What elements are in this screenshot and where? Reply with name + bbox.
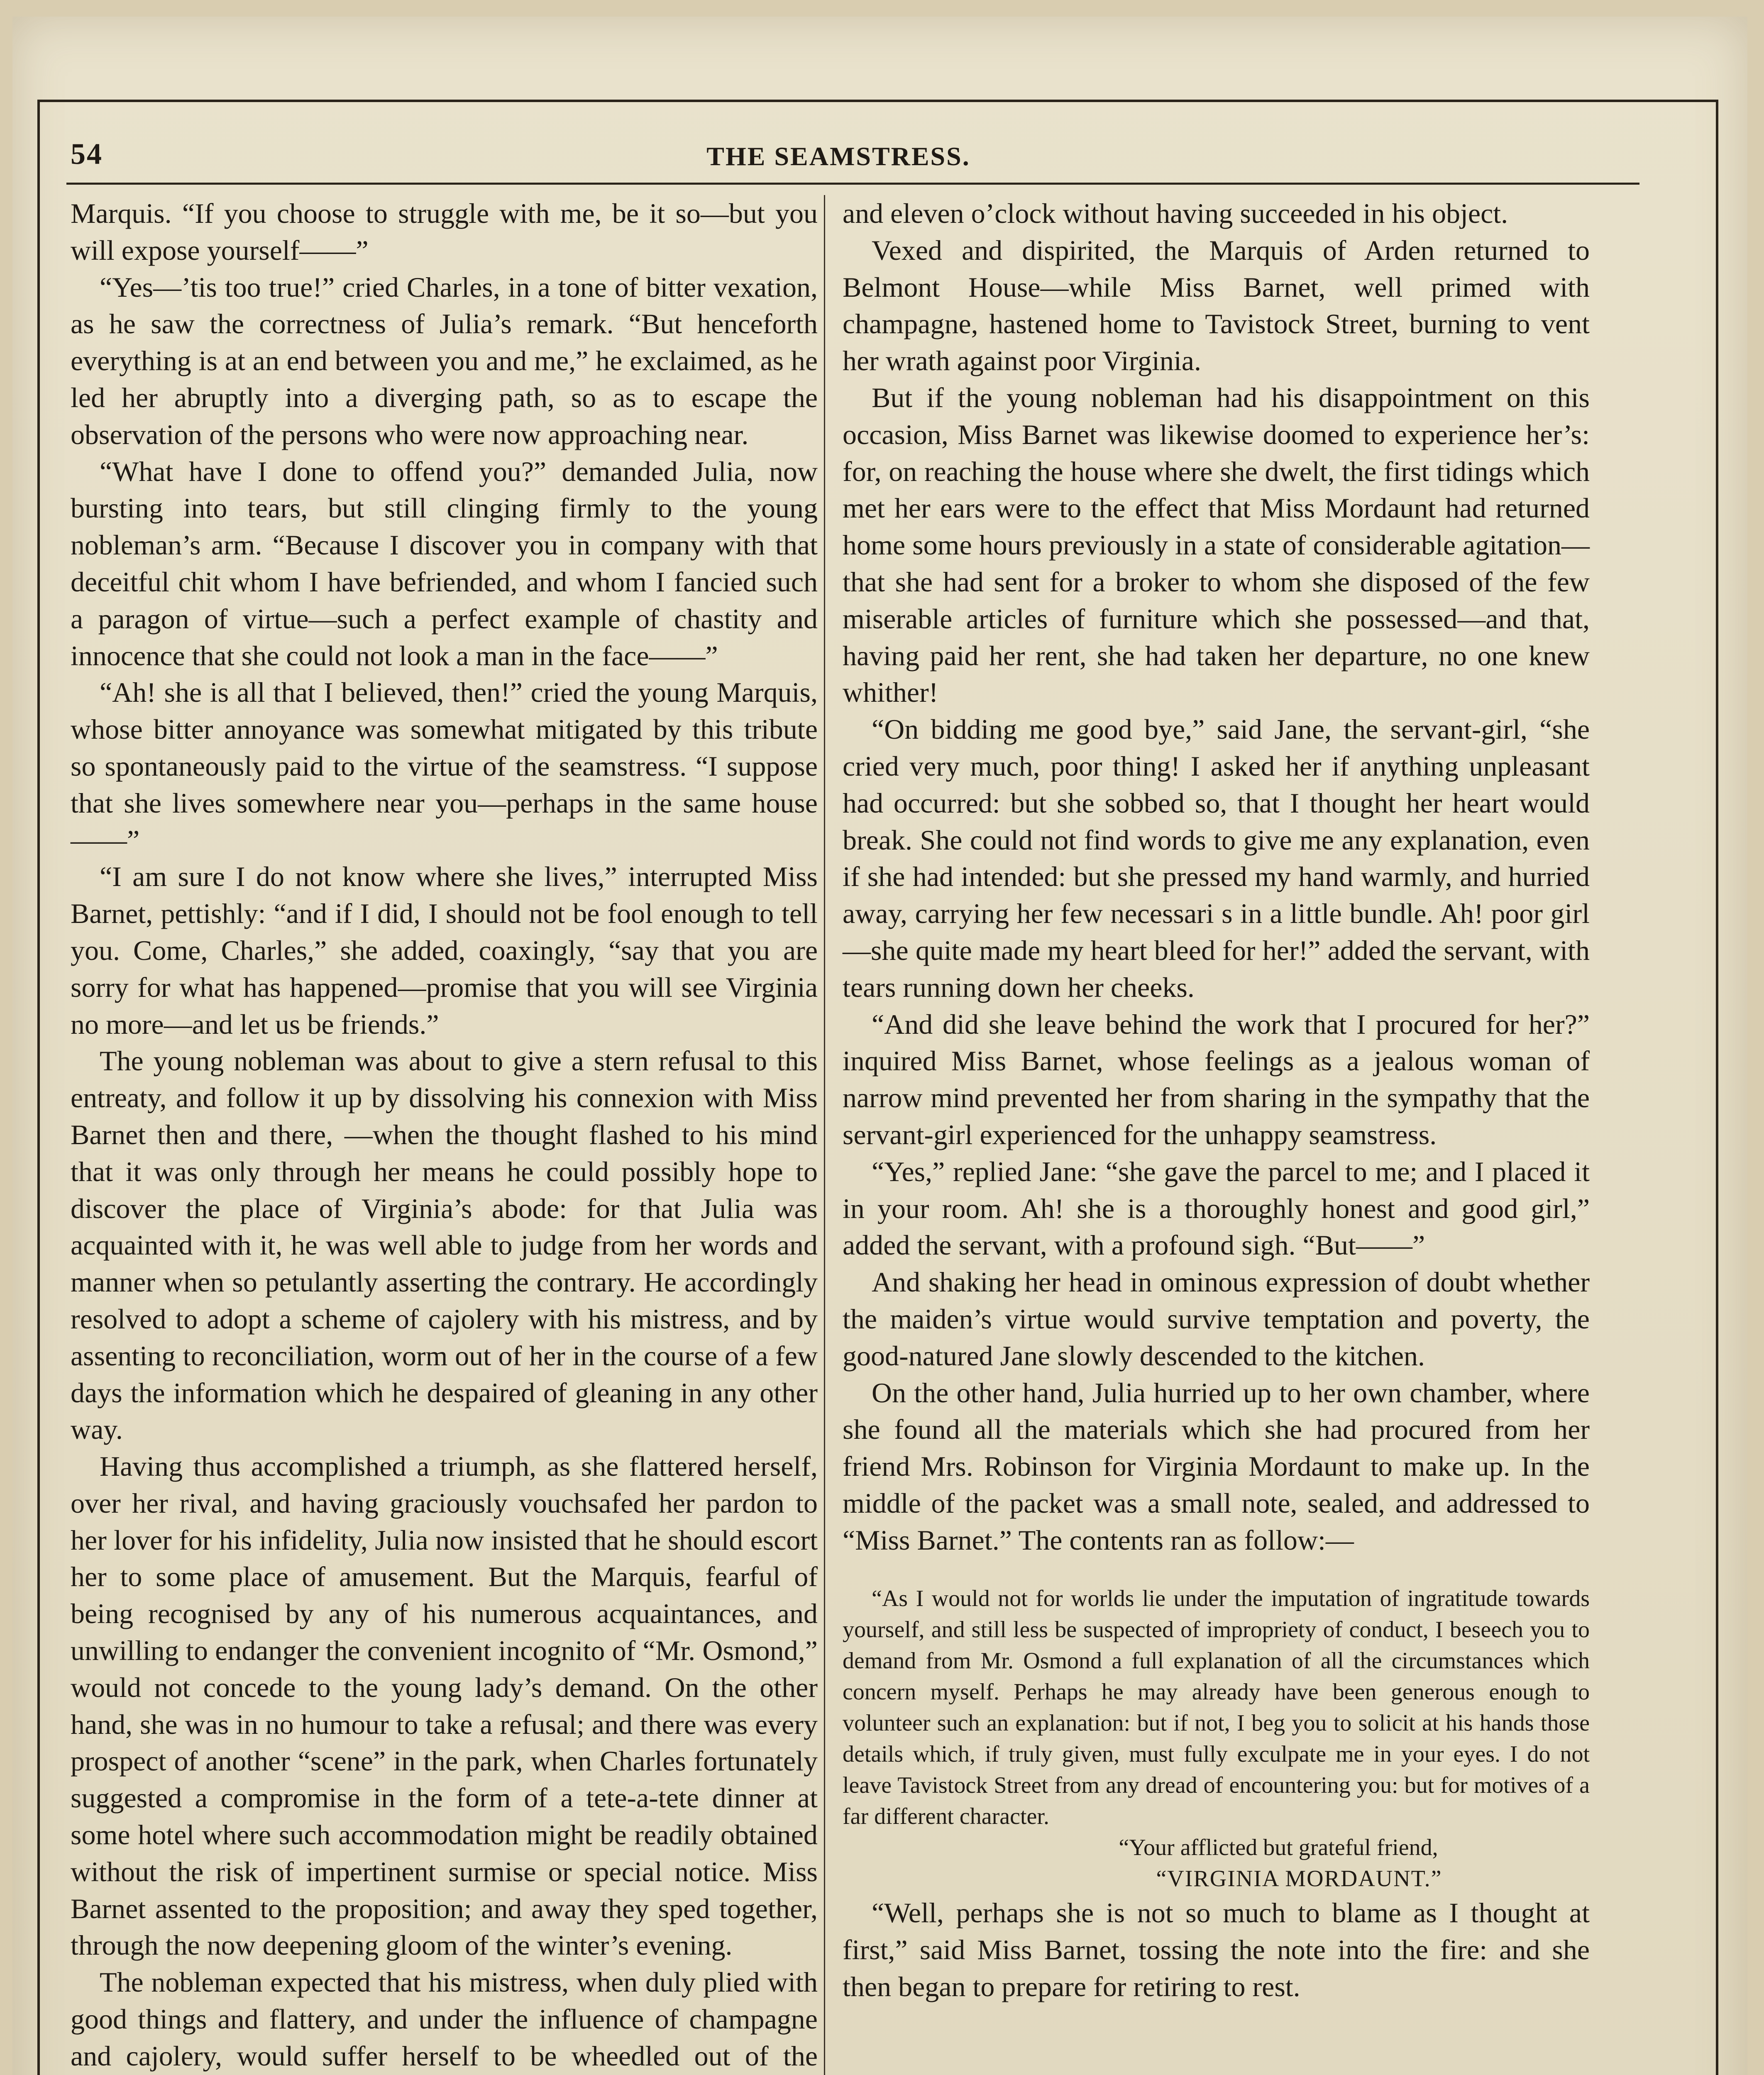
paragraph: “Ah! she is all that I believed, then!” cried the young Marquis, whose bitter annoyance was somewhat mitigated by this tribute so spontaneously paid to the virtue of the seamstress. “I suppose that she lives somewhere near you—perhaps in the same house——” [71,676,818,856]
running-header [71,137,1606,183]
paragraph: “Well, perhaps she is not so much to blame as I thought at first,” said Miss Barnet, tossing the note into the fire: and she then began to prepare for retiring to rest. [843,1897,1590,2003]
left-column [71,195,818,2075]
paragraph: The young nobleman was about to give a stern refusal to this entreaty, and follow it up by dissolving his connexion with Miss Barnet then and there, —when the thought flashed to his mind that it was only through her means he could possibly hope to discover the place of Virginia’s abode: for that Julia was acquainted with it, he was well able to judge from her words and manner when so petulantly asserting the contrary. He accordingly resolved to adopt a scheme of cajolery with his mistress, and by assenting to reconciliation, worm out of her in the course of a few days the information which he despaired of gleaning in any other way. [71,1045,818,1445]
paragraph: and eleven o’clock without having succeeded in his object. [843,198,1508,229]
paragraph: Marquis. “If you choose to struggle with me, be it so—but you will expose yourself——” [71,198,818,266]
paragraph: But if the young nobleman had his disappointment on this occasion, Miss Barnet was likewise doomed to experience her’s: for, on reaching the house where she dwelt, the first tidings which met her ears were to the effect that Miss Mordaunt had returned home some hours previously in a state of considerable agitation—that she had sent for a broker to whom she disposed of the few miserable articles of furniture which she possessed—and that, having paid her rent, she had taken her departure, no one knew whither! [843,381,1590,708]
right-column [843,195,1590,2005]
quoted-letter [843,1583,1590,1894]
paragraph: On the other hand, Julia hurried up to her own chamber, where she found all the materials which she had procured from her friend Mrs. Robinson for Virginia Mordaunt to make up. In the middle of the packet was a small note, sealed, and addressed to “Miss Barnet.” The contents ran as follow:— [843,1377,1590,1556]
paragraph: “I am sure I do not know where she lives,” interrupted Miss Barnet, pettishly: “and if I did, I should not be fool enough to tell you. Come, Charles,” she added, coaxingly, “say that you are sorry for what has happened—promise that you will see Virginia no more—and let us be friends.” [71,861,818,1040]
letter-closing: “Your afflicted but grateful friend, [1119,1835,1438,1861]
paragraph: The nobleman expected that his mistress, when duly plied with good things and flattery, and under the influence of champagne and cajolery, would suffer herself to be wheedled out of the [71,1966,818,2072]
paragraph: Vexed and dispirited, the Marquis of Arden returned to Belmont House—while Miss Barnet, well primed with champagne, hastened home to Tavistock Street, burning to vent her wrath against poor Virginia. [843,234,1590,377]
paragraph: “Yes—’tis too true!” cried Charles, in a tone of bitter vexation, as he saw the correctness of Julia’s remark. “But henceforth everything is at an end between you and me,” he exclaimed, as he led her abruptly into a diverging path, so as to escape the observation of the persons who were now approaching near. [71,271,818,450]
paragraph: “What have I done to offend you?” demanded Julia, now bursting into tears, but still clinging firmly to the young nobleman’s arm. “Because I discover you in company with that deceitful chit whom I have befriended, and whom I fancied such a paragon of virtue—such a perfect example of chastity and innocence that she could not look a man in the face——” [71,455,818,671]
letter-body: “As I would not for worlds lie under the imputation of ingratitude towards yourself, and still less be suspected of impropriety of conduct, I beseech you to demand from Mr. Osmond a full explanation of all the circumstances which concern myself. Perhaps he may already have been generous enough to volunteer such an explanation: but if not, I beg you to solicit at his hands those details which, if truly given, must fully exculpate me in your eyes. I do not leave Tavistock Street from any dread of encountering you: but for motives of a far different character. [843,1586,1590,1830]
header-rule [66,183,1639,185]
letter-signature: “VIRGINIA MORDAUNT.” [1156,1866,1442,1892]
paragraph: “Yes,” replied Jane: “she gave the parcel to me; and I placed it in your room. Ah! she is a thoroughly honest and good girl,” added the servant, with a profound sigh. “But——” [843,1155,1590,1261]
page-number: 54 [71,137,103,171]
paragraph: “On bidding me good bye,” said Jane, the servant-girl, “she cried very much, poor thing! I asked her if anything unpleasant had occurred: but she sobbed so, that I thought her heart would break. She could not find words to give me any explanation, even if she had intended: but she pressed my hand warmly, and hurried away, carrying her few necessari s in a little bundle. Ah! poor girl—she quite made my heart bleed for her!” added the servant, with tears running down her cheeks. [843,713,1590,1003]
paragraph: And shaking her head in ominous expression of doubt whether the maiden’s virtue would survive temptation and poverty, the good-natured Jane slowly descended to the kitchen. [843,1266,1590,1372]
paragraph: “And did she leave behind the work that I procured for her?” inquired Miss Barnet, whose feelings as a jealous woman of narrow mind prevented her from sharing in the sympathy that the servant-girl experienced for the unhappy seamstress. [843,1008,1590,1150]
column-divider [824,195,825,2075]
running-title: THE SEAMSTRESS. [706,142,970,171]
paragraph: Having thus accomplished a triumph, as she flattered herself, over her rival, and having graciously vouchsafed her pardon to her lover for his infidelity, Julia now insisted that he should escort her to some place of amusement. But the Marquis, fearful of being recognised by any of his numerous acquaintances, and unwilling to endanger the convenient incognito of “Mr. Osmond,” would not concede to the young lady’s demand. On the other hand, she was in no humour to take a refusal; and there was every prospect of another “scene” in the park, when Charles fortunately suggested a compromise in the form of a tete-a-tete dinner at some hotel where such accommodation might be readily obtained without the risk of impertinent surmise or special notice. Miss Barnet assented to the proposition; and away they sped together, through the now deepening gloom of the winter’s evening. [71,1450,818,1961]
